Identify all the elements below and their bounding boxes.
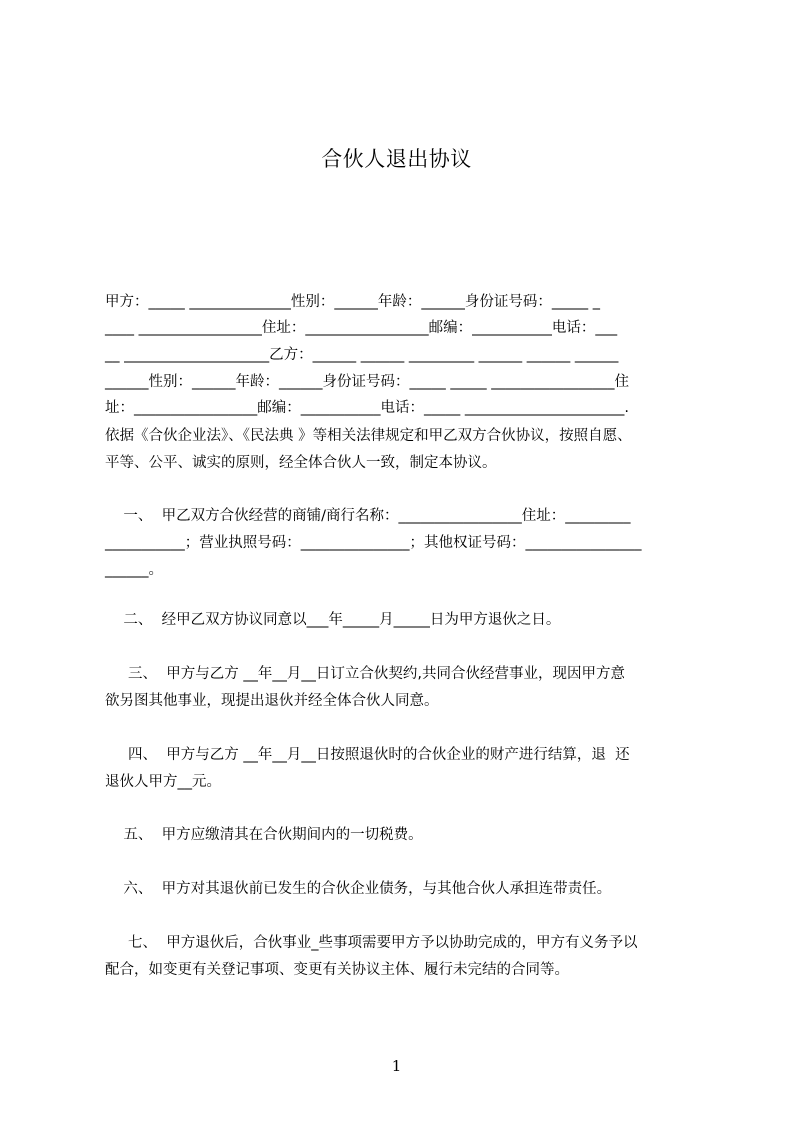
party-line: ______性别：______年龄：______身份证号码：_____ _____ _________________住 bbox=[105, 374, 629, 390]
clause-4-line: 退伙人甲方__元。 bbox=[105, 774, 221, 790]
clause-4-line: 四、 甲方与乙方 __年__月__日按照退伙时的合伙企业的财产进行结算，退 还 bbox=[105, 747, 630, 763]
clause-5-line: 五、 甲方应缴清其在合伙期间内的一切税费。 bbox=[105, 827, 423, 843]
party-line: __ ____________________乙方：______ ______ _________ ______ ______ ______ bbox=[105, 347, 619, 363]
party-line: ____ _________________住址：_________________邮编：___________电话：___ bbox=[105, 320, 618, 336]
clause-7-line: 配合，如变更有关登记事项、变更有关协议主体、履行未完结的合同等。 bbox=[105, 962, 569, 978]
clause-1-line: ___________；营业执照号码：_______________；其他权证号码：________________ bbox=[105, 535, 642, 551]
clause-7-line: 七、 甲方退伙后，合伙事业_些事项需要甲方予以协助完成的，甲方有义务予以 bbox=[105, 935, 638, 951]
clause-3-line: 欲另图其他事业，现提出退伙并经全体合伙人同意。 bbox=[105, 693, 439, 709]
clause-1-line: 一、 甲乙双方合伙经营的商铺/商行名称：_________________住址：_________ bbox=[105, 508, 631, 524]
page-number: 1 bbox=[391, 1057, 402, 1075]
clause-2-line: 二、 经甲乙双方协议同意以___年_____月_____日为甲方退伙之日。 bbox=[105, 612, 561, 628]
party-line: 址：_________________邮编：___________电话：_____ ______________________. bbox=[105, 400, 629, 416]
document-title: 合伙人退出协议 bbox=[321, 147, 472, 171]
basis-line: 依据《合伙企业法》、《民法典 》等相关法律规定和甲乙双方合伙协议，按照自愿、 bbox=[105, 428, 632, 444]
clause-6-line: 六、 甲方对其退伙前已发生的合伙企业债务，与其他合伙人承担连带责任。 bbox=[105, 881, 612, 897]
clause-3-line: 三、 甲方与乙方 __年__月__日订立合伙契约,共同合伙经营事业，现因甲方意 bbox=[105, 666, 625, 682]
party-line: 甲方：_____ ______________性别：______年龄：______身份证号码：_____ _ bbox=[105, 294, 600, 310]
basis-line: 平等、公平、诚实的原则，经全体合伙人一致，制定本协议。 bbox=[105, 455, 497, 471]
clause-1-line: ______。 bbox=[105, 562, 163, 578]
